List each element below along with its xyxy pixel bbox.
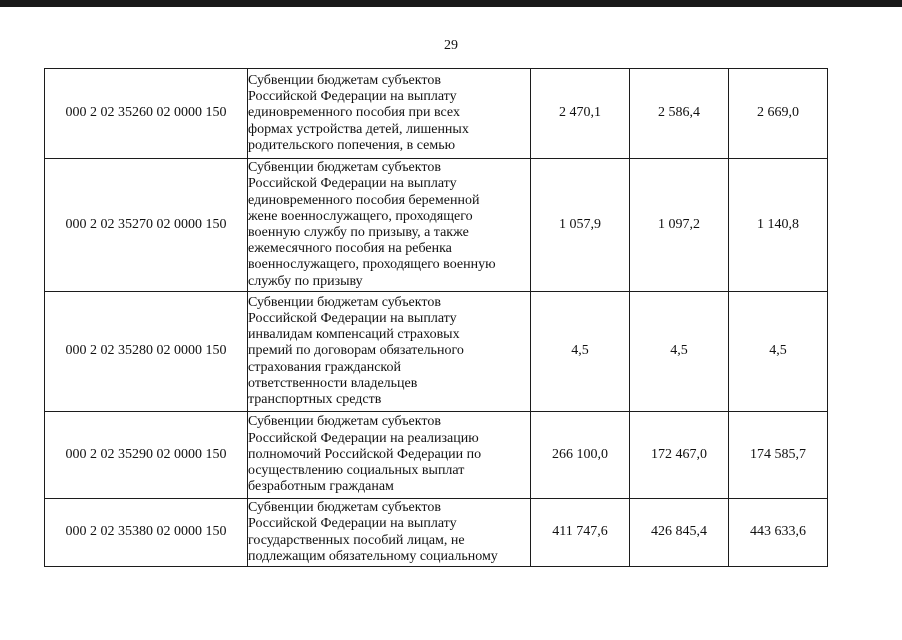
budget-table <box>44 68 828 567</box>
budget-code-cell: 000 2 02 35270 02 0000 150 <box>45 159 248 292</box>
amount-cell-year-3: 174 585,7 <box>729 412 828 499</box>
description-line: военнослужащего, проходящего военную <box>248 257 496 273</box>
budget-code-cell: 000 2 02 35280 02 0000 150 <box>45 292 248 412</box>
description-line: страхования гражданской <box>248 359 402 375</box>
amount-cell-year-1: 411 747,6 <box>531 499 630 567</box>
description-cell <box>248 159 531 292</box>
table-row <box>45 159 828 292</box>
amount-cell-year-1: 266 100,0 <box>531 412 630 499</box>
description-line: полномочий Российской Федерации по <box>248 446 482 462</box>
description-line: транспортных средств <box>248 392 382 407</box>
amount-cell-year-2: 4,5 <box>630 292 729 412</box>
description-line: Субвенции бюджетам субъектов <box>248 500 441 516</box>
description-line: подлежащим обязательному социальному <box>248 548 498 564</box>
budget-code-cell: 000 2 02 35380 02 0000 150 <box>45 499 248 567</box>
description-cell <box>248 499 531 567</box>
description-line: государственных пособий лицам, не <box>248 532 465 548</box>
amount-cell-year-2: 426 845,4 <box>630 499 729 567</box>
amount-cell-year-3: 1 140,8 <box>729 159 828 292</box>
description-line: безработным гражданам <box>248 479 394 495</box>
amount-cell-year-1: 1 057,9 <box>531 159 630 292</box>
table-row <box>45 499 828 567</box>
budget-code-cell: 000 2 02 35290 02 0000 150 <box>45 412 248 499</box>
description-line: Российской Федерации на выплату <box>248 89 457 105</box>
description-line: Субвенции бюджетам субъектов <box>248 160 441 176</box>
description-line: единовременного пособия беременной <box>248 192 480 208</box>
amount-cell-year-2: 1 097,2 <box>630 159 729 292</box>
table-row <box>45 69 828 159</box>
amount-cell-year-2: 2 586,4 <box>630 69 729 159</box>
page-top-border <box>0 0 902 7</box>
description-cell <box>248 412 531 499</box>
amount-cell-year-1: 4,5 <box>531 292 630 412</box>
description-line: инвалидам компенсаций страховых <box>248 327 460 343</box>
description-line: осуществлению социальных выплат <box>248 463 465 479</box>
description-line: Субвенции бюджетам субъектов <box>248 72 441 88</box>
description-line: Субвенции бюджетам субъектов <box>248 294 441 310</box>
description-line: премий по договорам обязательного <box>248 343 464 359</box>
description-line: Субвенции бюджетам субъектов <box>248 414 441 430</box>
description-line: Российской Федерации на выплату <box>248 310 457 326</box>
description-line: единовременного пособия при всех <box>248 105 460 121</box>
budget-code-cell: 000 2 02 35260 02 0000 150 <box>45 69 248 159</box>
amount-cell-year-3: 2 669,0 <box>729 69 828 159</box>
description-line: службу по призыву <box>248 273 363 289</box>
description-line: Российской Федерации на выплату <box>248 516 457 532</box>
description-line: военную службу по призыву, а также <box>248 225 469 240</box>
description-cell <box>248 292 531 412</box>
description-line: Российской Федерации на реализацию <box>248 430 479 446</box>
amount-cell-year-2: 172 467,0 <box>630 412 729 499</box>
description-line: ответственности владельцев <box>248 375 418 391</box>
amount-cell-year-3: 443 633,6 <box>729 499 828 567</box>
amount-cell-year-1: 2 470,1 <box>531 69 630 159</box>
description-cell <box>248 69 531 159</box>
amount-cell-year-3: 4,5 <box>729 292 828 412</box>
description-line: формах устройства детей, лишенных <box>248 121 469 137</box>
table-row <box>45 292 828 412</box>
page-number: 29 <box>444 38 458 53</box>
description-line: Российской Федерации на выплату <box>248 176 457 192</box>
description-line: ежемесячного пособия на ребенка <box>248 241 452 257</box>
description-line: родительского попечения, в семью <box>248 137 456 153</box>
table-row <box>45 412 828 499</box>
description-line: жене военнослужащего, проходящего <box>248 208 473 224</box>
